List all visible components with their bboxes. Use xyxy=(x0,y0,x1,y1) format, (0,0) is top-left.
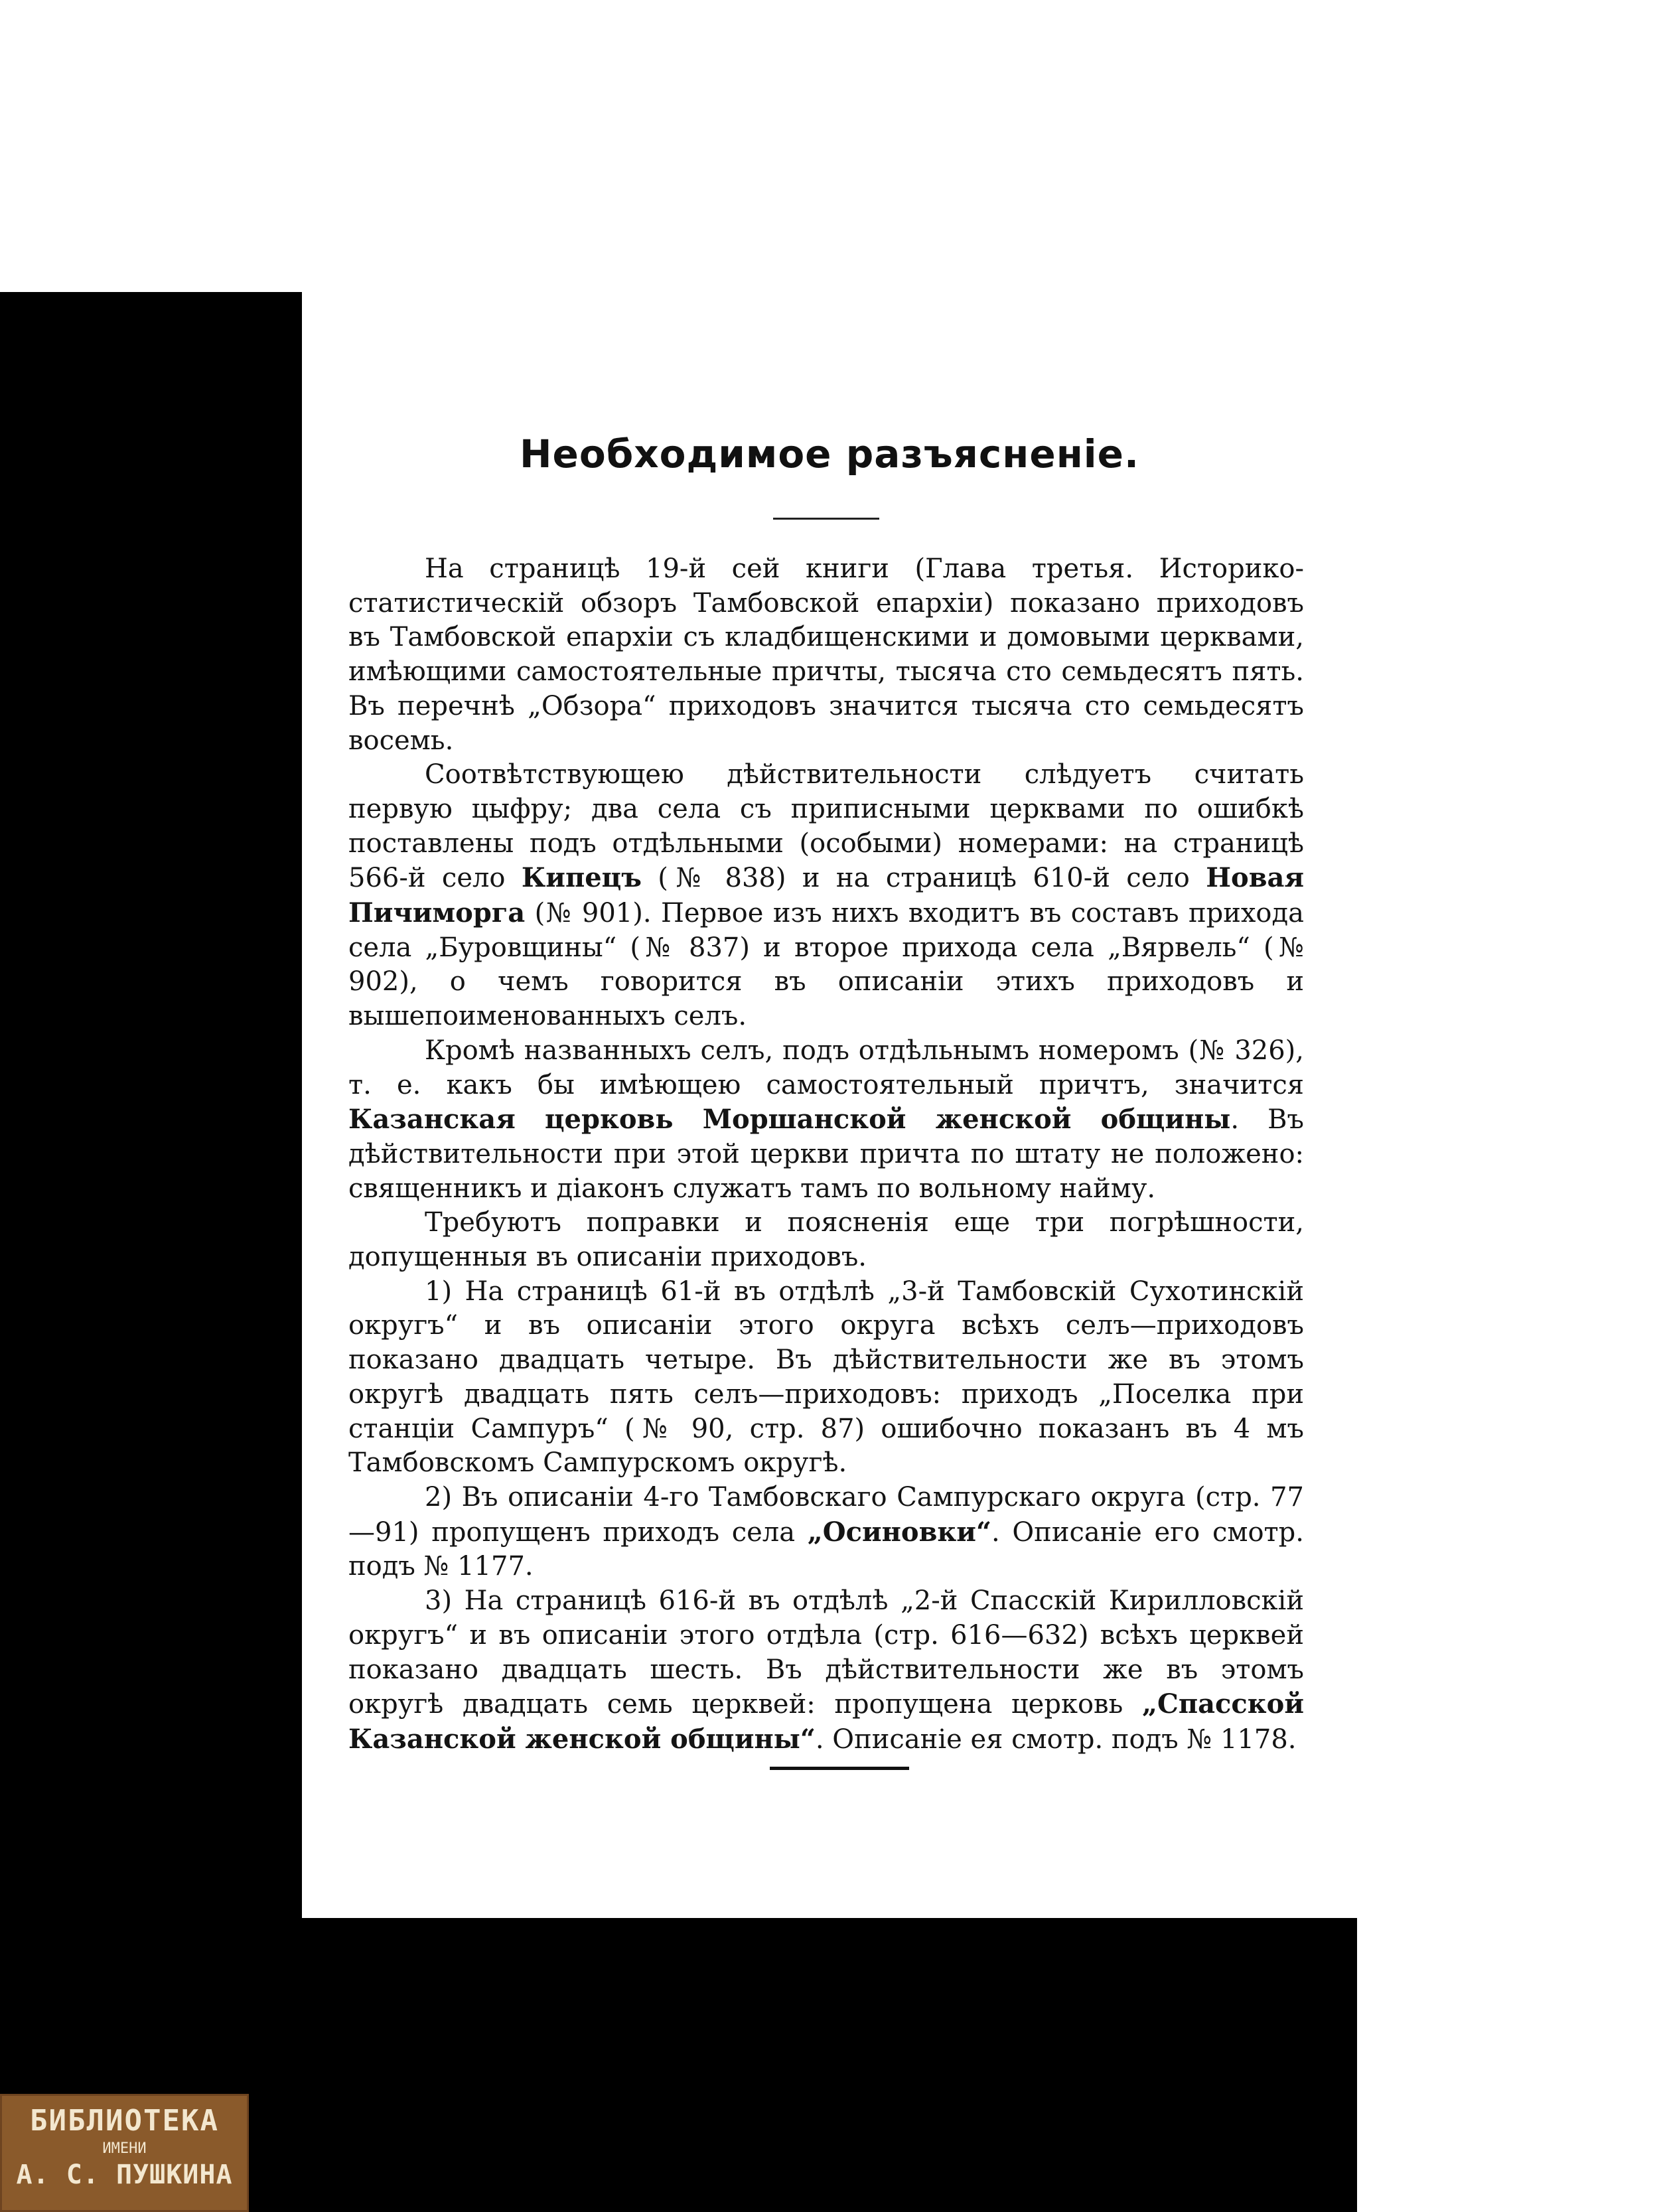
stamp-line-1: БИБЛИОТЕКА xyxy=(30,2104,219,2138)
paragraph-item-2: 2) Въ описаніи 4-го Тамбовскаго Сампурскаго округа (стр. 77—91) пропущенъ приходъ села „Осиновки“. Описаніе его смотр. подъ № 1177. xyxy=(348,1481,1304,1582)
paragraph-item-1: 1) На страницѣ 61-й въ отдѣлѣ „3-й Тамбовскій Сухотинскій округъ“ и въ описаніи этого округа всѣхъ селъ—приходовъ показано двадцать четыре. Въ дѣйствительности же въ этомъ округѣ двадцать пять селъ—приходовъ: приходъ „Поселка при станціи Сампуръ“ (№ 90, стр. 87) ошибочно показанъ въ 4 мъ Тамбовскомъ Сампурскомъ округѣ. xyxy=(348,1276,1304,1479)
page-title: Необходимое разъясненіе. xyxy=(519,431,1140,477)
paragraph-item-3: 3) На страницѣ 616-й въ отдѣлѣ „2-й Спасскій Кирилловскій округъ“ и въ описаніи этого отдѣла (стр. 616—632) всѣхъ церквей показано двадцать шесть. Въ дѣйствительности же въ этомъ округѣ двадцать семь церквей: пропущена церковь „Спасской Казанской женской общины“. Описаніе ея смотр. подъ № 1178. xyxy=(348,1585,1304,1755)
end-divider xyxy=(770,1767,909,1770)
stamp-line-2: ИМЕНИ xyxy=(102,2140,147,2157)
paragraph-1: На страницѣ 19-й сей книги (Глава третья. Историко-статистическій обзоръ Тамбовской епархіи) показано приходовъ въ Тамбовской епархіи съ кладбищенскими и домовыми церквами, имѣющими самостоятельные причты, тысяча сто семьдесятъ пять. Въ перечнѣ „Обзора“ приходовъ значится тысяча сто семьдесятъ восемь. xyxy=(348,553,1304,756)
document-body xyxy=(348,552,1304,1757)
stamp-line-3: А. С. ПУШКИНА xyxy=(16,2160,233,2190)
library-stamp xyxy=(0,2094,249,2212)
document-page xyxy=(302,0,1357,1918)
title-divider xyxy=(773,518,879,520)
paragraph-3: Кромѣ названныхъ селъ, подъ отдѣльнымъ номеромъ (№ 326), т. е. какъ бы имѣющею самостоятельный причтъ, значится Казанская церковь Моршанской женской общины. Въ дѣйствительности при этой церкви причта по штату не положено: священникъ и діаконъ служатъ тамъ по вольному найму. xyxy=(348,1035,1304,1204)
paragraph-2: Соотвѣтствующею дѣйствительности слѣдуетъ считать первую цыфру; два села съ приписными церквами по ошибкѣ поставлены подъ отдѣльными (особыми) номерами: на страницѣ 566-й село Кипецъ (№ 838) и на страницѣ 610-й село Новая Пичиморга (№ 901). Первое изъ нихъ входитъ въ составъ прихода села „Буровщины“ (№ 837) и второе прихода села „Вярвель“ (№ 902), о чемъ говорится въ описаніи этихъ приходовъ и вышепоименованныхъ селъ. xyxy=(348,759,1304,1032)
paragraph-4: Требуютъ поправки и поясненія еще три погрѣшности, допущенныя въ описаніи приходовъ. xyxy=(348,1207,1304,1273)
